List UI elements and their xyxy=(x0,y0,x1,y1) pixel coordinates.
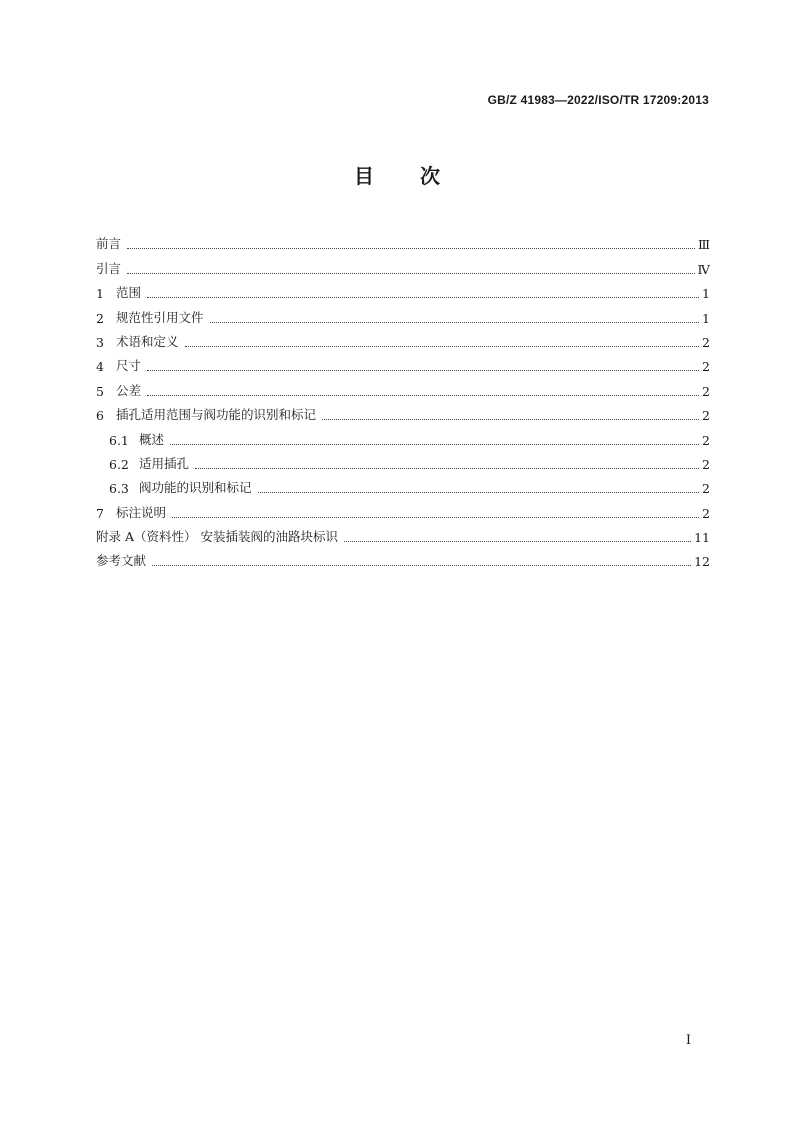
table-of-contents xyxy=(96,228,710,569)
dot-leader xyxy=(127,272,694,274)
toc-entry-number: 5 xyxy=(96,383,104,399)
toc-entry-4[interactable] xyxy=(96,350,710,374)
toc-entry-number: 4 xyxy=(96,359,104,375)
toc-entry-introduction[interactable] xyxy=(96,252,710,276)
dot-leader xyxy=(127,247,695,249)
dot-leader xyxy=(210,321,699,323)
toc-title-char-2: 次 xyxy=(420,164,440,188)
dot-leader xyxy=(170,443,699,445)
toc-entry-number: 6.2 xyxy=(109,456,129,472)
toc-entry-foreword[interactable] xyxy=(96,228,710,252)
dot-leader xyxy=(195,467,699,469)
dot-leader xyxy=(152,564,691,566)
toc-entry-page: 2 xyxy=(702,408,710,424)
toc-entry-1[interactable] xyxy=(96,277,710,301)
toc-title xyxy=(0,160,794,189)
toc-entry-label: 附录 A（资料性） 安装插装阀的油路块标识 xyxy=(96,529,338,545)
dot-leader xyxy=(147,296,699,298)
toc-entry-6[interactable] xyxy=(96,399,710,423)
toc-entry-page: 2 xyxy=(702,432,710,448)
toc-entry-number: 6 xyxy=(96,408,104,424)
toc-entry-number: 7 xyxy=(96,505,104,521)
toc-entry-label: 公差 xyxy=(116,382,142,398)
standard-code: GB/Z 41983—2022/ISO/TR 17209:2013 xyxy=(487,93,709,107)
toc-entry-page: Ⅳ xyxy=(697,261,710,277)
toc-entry-label: 引言 xyxy=(96,260,122,276)
toc-entry-page: 2 xyxy=(702,456,710,472)
dot-leader xyxy=(258,491,699,493)
toc-entry-label: 规范性引用文件 xyxy=(116,309,204,325)
toc-entry-page: 1 xyxy=(702,310,710,326)
toc-entry-page: 2 xyxy=(702,505,710,521)
toc-entry-label: 参考文献 xyxy=(96,553,147,569)
toc-entry-3[interactable] xyxy=(96,326,710,350)
toc-entry-6-2[interactable] xyxy=(96,448,710,472)
toc-entry-label: 适用插孔 xyxy=(139,455,190,471)
toc-entry-page: 2 xyxy=(702,334,710,350)
dot-leader xyxy=(147,369,699,371)
toc-entry-label: 术语和定义 xyxy=(116,333,179,349)
toc-entry-2[interactable] xyxy=(96,301,710,325)
toc-entry-label: 尺寸 xyxy=(116,358,142,374)
toc-entry-page: 12 xyxy=(694,554,710,570)
toc-entry-annex-a[interactable] xyxy=(96,521,710,545)
page-folio: I xyxy=(685,1033,691,1048)
toc-entry-5[interactable] xyxy=(96,374,710,398)
toc-entry-label: 插孔适用范围与阀功能的识别和标记 xyxy=(116,407,317,423)
toc-entry-6-1[interactable] xyxy=(96,423,710,447)
toc-entry-number: 6.1 xyxy=(109,432,129,448)
toc-title-char-1: 目 xyxy=(354,164,374,188)
toc-entry-label: 概述 xyxy=(139,431,165,447)
toc-entry-label: 阀功能的识别和标记 xyxy=(139,480,252,496)
dot-leader xyxy=(172,516,699,518)
toc-entry-page: 1 xyxy=(702,286,710,302)
toc-entry-number: 2 xyxy=(96,310,104,326)
dot-leader xyxy=(322,418,699,420)
toc-entry-page: 2 xyxy=(702,481,710,497)
toc-entry-label: 前言 xyxy=(96,236,122,252)
toc-entry-page: 2 xyxy=(702,383,710,399)
toc-entry-number: 6.3 xyxy=(109,481,129,497)
dot-leader xyxy=(185,345,699,347)
toc-entry-page: 11 xyxy=(694,530,710,546)
dot-leader xyxy=(147,394,699,396)
toc-entry-6-3[interactable] xyxy=(96,472,710,496)
toc-entry-7[interactable] xyxy=(96,496,710,520)
dot-leader xyxy=(344,540,691,542)
toc-entry-number: 1 xyxy=(96,286,104,302)
toc-entry-page: Ⅲ xyxy=(697,237,710,253)
toc-entry-page: 2 xyxy=(702,359,710,375)
toc-entry-bibliography[interactable] xyxy=(96,545,710,569)
toc-entry-label: 标注说明 xyxy=(116,504,167,520)
toc-entry-label: 范围 xyxy=(116,285,142,301)
toc-entry-number: 3 xyxy=(96,334,104,350)
